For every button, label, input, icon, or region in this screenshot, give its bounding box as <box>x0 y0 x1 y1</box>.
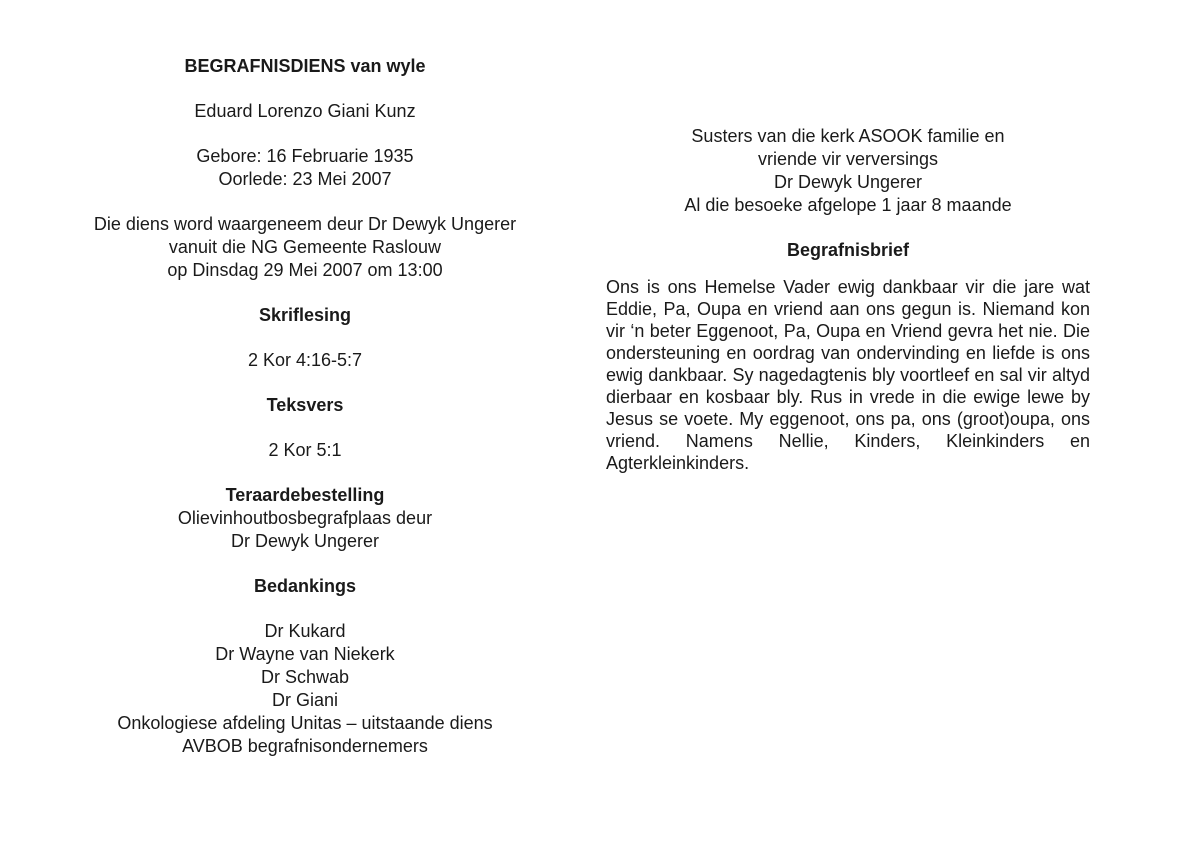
service-info <box>60 213 550 282</box>
service-line: Die diens word waargeneem deur Dr Dewyk Ungerer <box>93 214 517 234</box>
thanks-item: Dr Dewyk Ungerer <box>773 172 923 192</box>
thanks-item: AVBOB begrafnisondernemers <box>182 736 428 756</box>
left-column <box>60 55 550 780</box>
thanks-heading-block <box>60 575 550 598</box>
burial-block <box>60 484 550 553</box>
text-verse-text: 2 Kor 5:1 <box>268 440 342 460</box>
thanks-item: Susters van die kerk ASOOK familie en <box>691 126 1005 146</box>
birth-date: Gebore: 16 Februarie 1935 <box>196 146 414 166</box>
service-line: vanuit die NG Gemeente Raslouw <box>168 237 442 257</box>
thanks-item: Dr Schwab <box>260 667 350 687</box>
letter-heading: Begrafnisbrief <box>786 240 910 260</box>
thanks-item: Al die besoeke afgelope 1 jaar 8 maande <box>684 195 1012 215</box>
scripture-text: 2 Kor 4:16-5:7 <box>247 350 363 370</box>
service-line: op Dinsdag 29 Mei 2007 om 13:00 <box>167 260 443 280</box>
right-column <box>606 125 1090 474</box>
thanks-continued <box>606 125 1090 217</box>
program-title-block <box>60 55 550 78</box>
scripture-heading: Skriflesing <box>258 305 352 325</box>
burial-heading: Teraardebestelling <box>225 485 385 505</box>
deceased-block <box>60 100 550 123</box>
text-verse-heading: Teksvers <box>266 395 344 415</box>
burial-line: Dr Dewyk Ungerer <box>230 531 380 551</box>
thanks-item: Onkologiese afdeling Unitas – uitstaande diens <box>117 713 493 733</box>
text-verse-heading-block <box>60 394 550 417</box>
thanks-item: Dr Wayne van Niekerk <box>215 644 395 664</box>
letter-body: Ons is ons Hemelse Vader ewig dankbaar vir die jare wat Eddie, Pa, Oupa en vriend aan ons gegun is. Niemand kon vir ‘n beter Eggenoot, Pa, Oupa en Vriend gevra het nie. Die ondersteuning en oordrag van ondervinding en liefde is ons ewig dankbaar. Sy nagedagtenis bly voortleef en sal vir altyd dierbaar en kosbaar bly. Rus in vrede in die ewige lewe by Jesus se voete. My eggenoot, ons pa, ons (groot)oupa, ons vriend. Namens Nellie, Kinders, Kleinkinders en Agterkleinkinders. <box>606 277 1090 473</box>
death-date: Oorlede: 23 Mei 2007 <box>218 169 392 189</box>
text-verse-text-block <box>60 439 550 462</box>
thanks-heading: Bedankings <box>253 576 357 596</box>
letter-heading-block <box>606 239 1090 262</box>
program-title: BEGRAFNISDIENS van wyle <box>184 56 426 76</box>
burial-line: Olievinhoutbosbegrafplaas deur <box>177 508 433 528</box>
thanks-list <box>60 620 550 758</box>
scripture-heading-block <box>60 304 550 327</box>
thanks-item: Dr Giani <box>271 690 338 710</box>
deceased-name: Eduard Lorenzo Giani Kunz <box>194 101 416 121</box>
thanks-item: vriende vir verversings <box>757 149 939 169</box>
scripture-text-block <box>60 349 550 372</box>
dates-block <box>60 145 550 191</box>
thanks-item: Dr Kukard <box>264 621 346 641</box>
